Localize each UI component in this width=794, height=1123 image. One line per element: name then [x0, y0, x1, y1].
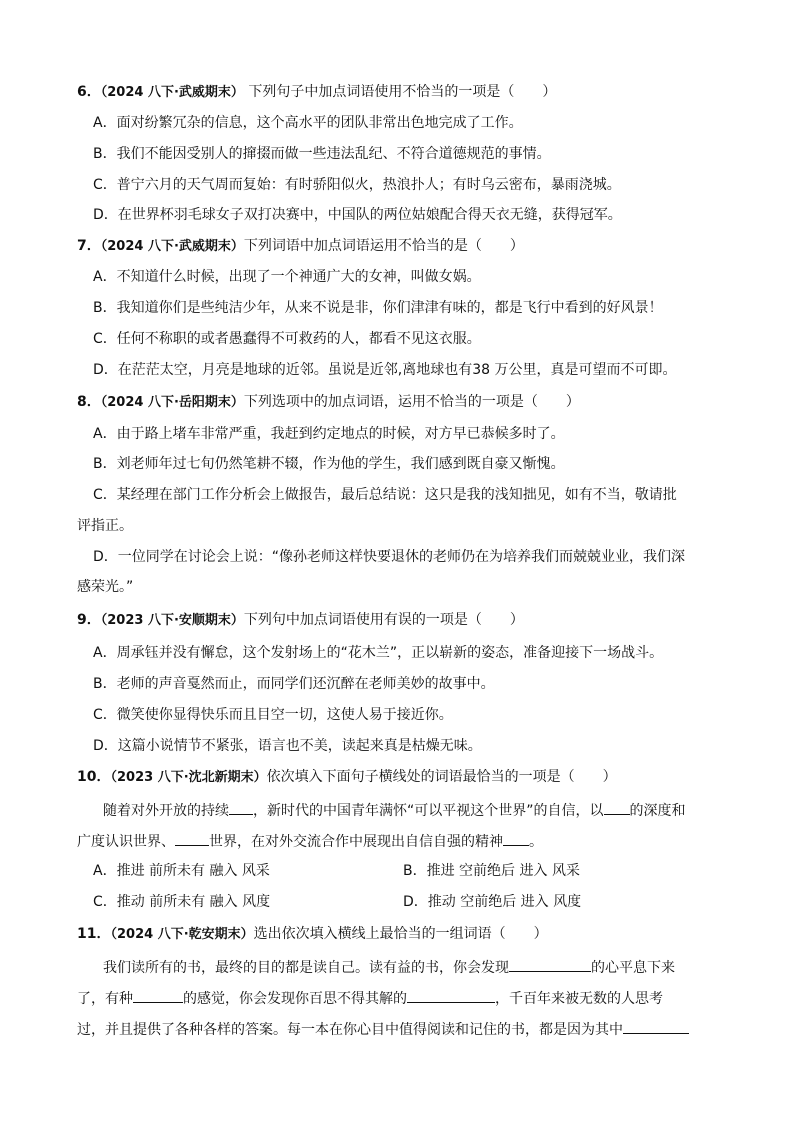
fill-blank: [503, 831, 529, 846]
question-number: 7．: [77, 238, 101, 254]
option-d: D．一位同学在讨论会上说：“像孙老师这样快要退休的老师仍在为培养我们而兢兢业业，我们深: [93, 549, 686, 565]
fill-blank: [509, 957, 591, 972]
passage-text: 我们读所有的书，最终的目的都是读自己。读有益的书，你会发现: [103, 960, 509, 976]
option-b: B．老师的声音戛然而止，而同学们还沉醉在老师美妙的故事中。: [93, 676, 495, 692]
option-b: B．我们不能因受别人的撺掇而做一些违法乱纪、不符合道德规范的事情。: [93, 146, 551, 162]
passage-text: 的感觉，你会发现你百思不得其解的: [183, 991, 407, 1007]
passage-text: 了，有种: [77, 991, 133, 1007]
question-text: 下列选项中的加点词语，运用不恰当的一项是（ ）: [243, 394, 580, 410]
option-c: C．微笑使你显得快乐而且目空一切，这使人易于接近你。: [93, 707, 453, 723]
passage-text: ，新时代的中国青年满怀“可以平视这个世界”的自信，以: [253, 803, 604, 819]
passage-text: 世界，在对外交流合作中展现出自信自强的精神: [209, 834, 503, 850]
question-source: （2024 八下·武威期末）: [100, 239, 244, 254]
fill-blank: [229, 800, 253, 815]
question-source: （2023 八下·安顺期末）: [100, 613, 244, 628]
question-source: （2023 八下·沈北新期末）: [110, 770, 267, 785]
question-number: 10．: [77, 769, 111, 785]
passage-text: 过，并且提供了各种各样的答案。每一本在你心目中值得阅读和记住的书，都是因为其中: [77, 1022, 623, 1038]
question-source: （2024 八下·岳阳期末）: [100, 395, 244, 410]
passage-line: [77, 831, 543, 851]
fill-blank: [623, 1019, 689, 1034]
question-7-stem: [77, 237, 524, 256]
option-d-continued: 感荣光。”: [77, 579, 134, 595]
passage-text: 。: [529, 834, 543, 850]
fill-blank: [133, 988, 183, 1003]
question-10-stem: [77, 768, 617, 787]
fill-blank: [604, 800, 630, 815]
option-b: B．推进 空前绝后 进入 风采: [403, 863, 580, 879]
option-d: D．推动 空前绝后 进入 风度: [403, 894, 582, 910]
passage-line: [77, 1019, 689, 1039]
option-d: D．在茫茫太空，月亮是地球的近邻。虽说是近邻,离地球也有38 万公里，真是可望而不可即。: [93, 362, 677, 378]
option-c: C．任何不称职的或者愚蠢得不可救药的人，都看不见这衣服。: [93, 331, 481, 347]
question-6-stem: [77, 83, 556, 102]
question-number: 6．: [77, 84, 101, 100]
option-c: C．推动 前所未有 融入 风度: [93, 894, 271, 910]
option-b: B．我知道你们是些纯洁少年，从来不说是非，你们津津有味的，都是飞行中看到的好风景！: [93, 300, 663, 316]
question-text: 选出依次填入横线上最恰当的一组词语（ ）: [253, 926, 548, 942]
question-source: （2024 八下·乾安期末）: [110, 927, 254, 942]
fill-blank: [407, 988, 495, 1003]
option-a: A．面对纷繁冗杂的信息，这个高水平的团队非常出色地完成了工作。: [93, 115, 523, 131]
option-c: C．普宁六月的天气周而复始：有时骄阳似火，热浪扑人；有时乌云密布，暴雨浇城。: [93, 177, 621, 193]
question-9-stem: [77, 611, 524, 630]
question-8-stem: [77, 393, 580, 412]
question-number: 9．: [77, 612, 101, 628]
option-a: A．周承钰并没有懈怠，这个发射场上的“花木兰”，正以崭新的姿态，准备迎接下一场战斗。: [93, 645, 664, 661]
option-a: A．由于路上堵车非常严重，我赶到约定地点的时候，对方早已恭候多时了。: [93, 426, 565, 442]
passage-text: 的心平息下来: [591, 960, 675, 976]
question-11-stem: [77, 925, 548, 944]
question-number: 11．: [77, 926, 111, 942]
option-a: A．推进 前所未有 融入 风采: [93, 863, 270, 879]
question-text: 下列句子中加点词语使用不恰当的一项是（ ）: [243, 84, 557, 100]
option-d: D．在世界杯羽毛球女子双打决赛中，中国队的两位姑娘配合得天衣无缝，获得冠军。: [93, 207, 622, 223]
question-text: 下列词语中加点词语运用不恰当的是（ ）: [243, 238, 524, 254]
option-d: D．这篇小说情节不紧张，语言也不美，读起来真是枯燥无味。: [93, 738, 482, 754]
fill-blank: [175, 831, 209, 846]
option-c: C．某经理在部门工作分析会上做报告，最后总结说：这只是我的浅知拙见，如有不当，敬请批: [93, 487, 677, 503]
passage-line: [77, 988, 663, 1008]
passage-text: ，千百年来被无数的人思考: [495, 991, 663, 1007]
passage-text: 的深度和: [629, 803, 686, 819]
question-text: 依次填入下面句子横线处的词语最恰当的一项是（ ）: [266, 769, 617, 785]
option-c-continued: 评指正。: [77, 518, 133, 534]
option-b: B．刘老师年过七旬仍然笔耕不辍，作为他的学生，我们感到既自豪又惭愧。: [93, 456, 565, 472]
question-number: 8．: [77, 394, 101, 410]
passage-text: 随着对外开放的持续: [103, 803, 229, 819]
passage-text: 广度认识世界、: [77, 834, 175, 850]
option-a: A．不知道什么时候，出现了一个神通广大的女神，叫做女娲。: [93, 269, 481, 285]
passage-line: [103, 800, 686, 820]
question-source: （2024 八下·武威期末）: [100, 85, 244, 100]
question-text: 下列句中加点词语使用有误的一项是（ ）: [243, 612, 524, 628]
passage-line: [103, 957, 675, 977]
